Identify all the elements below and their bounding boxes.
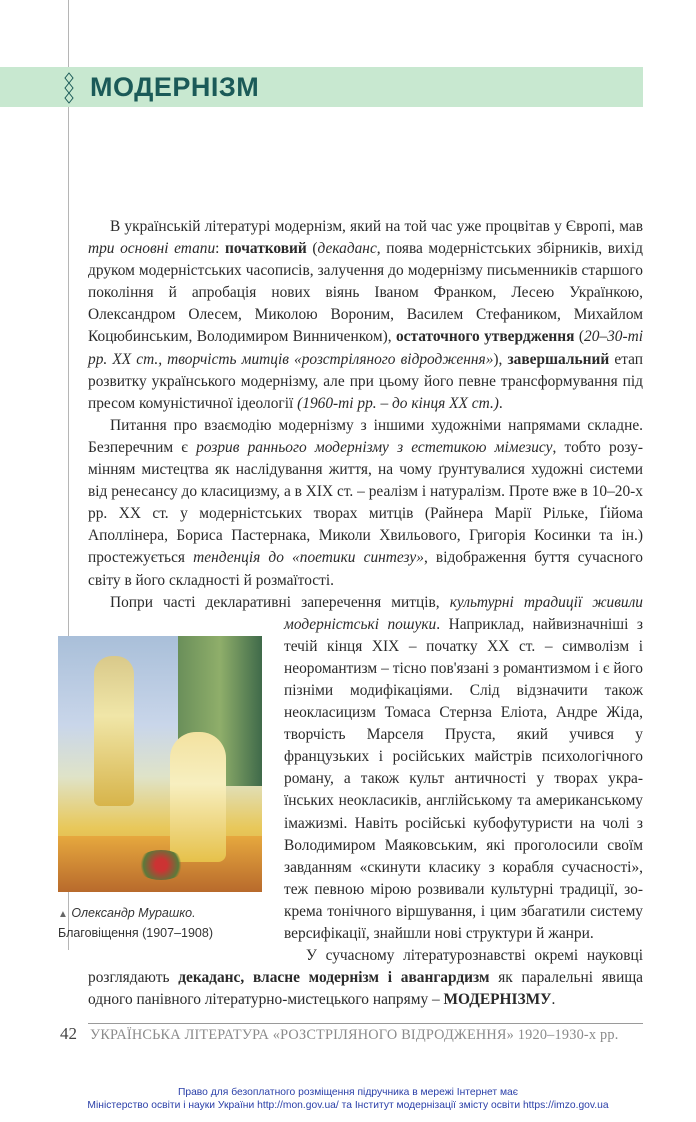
italic-text: тенденція до «поетики синтезу» — [193, 549, 424, 567]
figure — [58, 636, 262, 942]
paragraph — [88, 216, 643, 415]
italic-text: (1960-ті рр. – до кінця ХХ ст.) — [297, 394, 499, 412]
section-title: МОДЕРНІЗМ — [90, 72, 260, 102]
body-text — [58, 216, 644, 1011]
text-run: ( — [306, 240, 318, 258]
text-run: , тобто розумінням мистецтва як наслідування життя, на чому ґрунтувалися художні системи від ренесансу до класицизму, а в ХІХ ст. – реалізм і натуралізм. Проте вже в 10–20-х рр. ХХ ст. у модерністських творах митців (Райнера Марії Рільке, Ґійома Аполлінера, Бориса Пастернака, Миколи Хвильового, Григорія Косинки та ін.) простежується — [88, 438, 643, 567]
text-run: етап розвитку українського модернізму, але при цьому його певне трансформування під пресом комуністичної ідеології — [88, 350, 643, 412]
license-notice-line: Міністерство освіти і науки України http://mon.gov.ua/ та Інститут модернізації змісту освіти https://imzo.gov.ua — [87, 1100, 609, 1112]
painting-annunciation — [58, 636, 262, 892]
license-notice — [0, 1086, 696, 1122]
text-run: В українській літературі модернізм, який на той час уже процвітав у Європі, мав — [110, 218, 643, 235]
text-run: Попри часті декларативні заперечення митців, — [110, 593, 450, 611]
paragraph — [88, 945, 643, 1011]
triangle-up-icon: ▲ — [58, 908, 68, 920]
text-run: . Наприклад, найвизначніші з течій кінця ХІХ – початку ХХ ст. – символізм і неоромантизм – тісно пов'язані з романтизмом і є його пізніми модифікаціями. Слід відзначити також неокласицизм Томаса Стернза Еліота, Андре Жіда, творчість Марселя Пруста, який учився у французьких і російських майстрів психологічного роману, а також культ античності у творах українських неокласиків, англійському та американському імажизмі. Навіть російські кубофутуристи на чолі з Володимиром Маяковським, які проголосили своїм завданням «скинути класику з корабля сучасності», теж певною мірою розвивали культурні традиції, зокрема тонічного віршування, і цим збагатили систему версифікації, знайшли нові структури й жанри. — [284, 615, 643, 942]
bold-text: завершальний — [507, 350, 610, 368]
paragraph — [88, 415, 643, 592]
text-run: . — [551, 991, 556, 1009]
italic-text: розрив раннього модернізму з естетикою мімезису — [196, 438, 553, 456]
bold-text: початковий — [225, 240, 307, 258]
italic-text: культурні традиції живили модерністські пошуки — [284, 593, 643, 633]
paragraph — [58, 592, 643, 946]
caption-title: Благовіщення (1907–1908) — [58, 925, 213, 940]
running-title: УКРАЇНСЬКА ЛІТЕРАТУРА «РОЗСТРІЛЯНОГО ВІДРОДЖЕННЯ» 1920–1930-х рр. — [90, 1027, 619, 1044]
text-run: , відображення буття сучасного світу в його складності й розмаїтості. — [88, 549, 643, 589]
page-number: 42 — [60, 1024, 77, 1044]
text-run: : — [215, 240, 226, 258]
text-run: ( — [574, 328, 584, 346]
page-footer — [0, 1023, 696, 1049]
italic-text: три основні етапи — [88, 240, 216, 258]
text-run: , поява модерністських збірників, вихід друком модерністських часописів, залучення до модернізму письменників старшого покоління й апробація нових віянь Іваном Франком, Лесею Українкою, Олександром Олесем, Миколою Вороним, Василем Стефаником, Михайлом Коцюбинським, Володимиром Винниченком), — [88, 240, 644, 346]
figure-caption — [58, 904, 262, 942]
bold-text: остаточного утвердження — [395, 328, 575, 346]
bold-text: МОДЕРНІЗМУ — [443, 991, 552, 1009]
text-run: ), — [493, 350, 508, 368]
caption-author: Олександр Мурашко. — [71, 905, 196, 920]
text-run: . — [498, 394, 503, 412]
italic-text: 20–30-ті рр. ХХ ст., творчість митців «розстріляного відродження» — [88, 328, 643, 368]
text-run: Питання про взаємодію модернізму з іншими художніми напрямами складне. Безперечним є — [88, 416, 643, 456]
text-run: У сучасному літературознавстві окремі науковці розглядають — [88, 947, 643, 987]
text-run: як паралельні явища одного панівного літературно-мистецького напряму – — [88, 969, 643, 1009]
bold-text: декаданс, власне модернізм і авангардизм — [178, 969, 490, 987]
italic-text: декаданс — [317, 240, 377, 258]
license-notice-line: Право для безоплатного розміщення підручника в мережі Інтернет має — [177, 1087, 519, 1099]
